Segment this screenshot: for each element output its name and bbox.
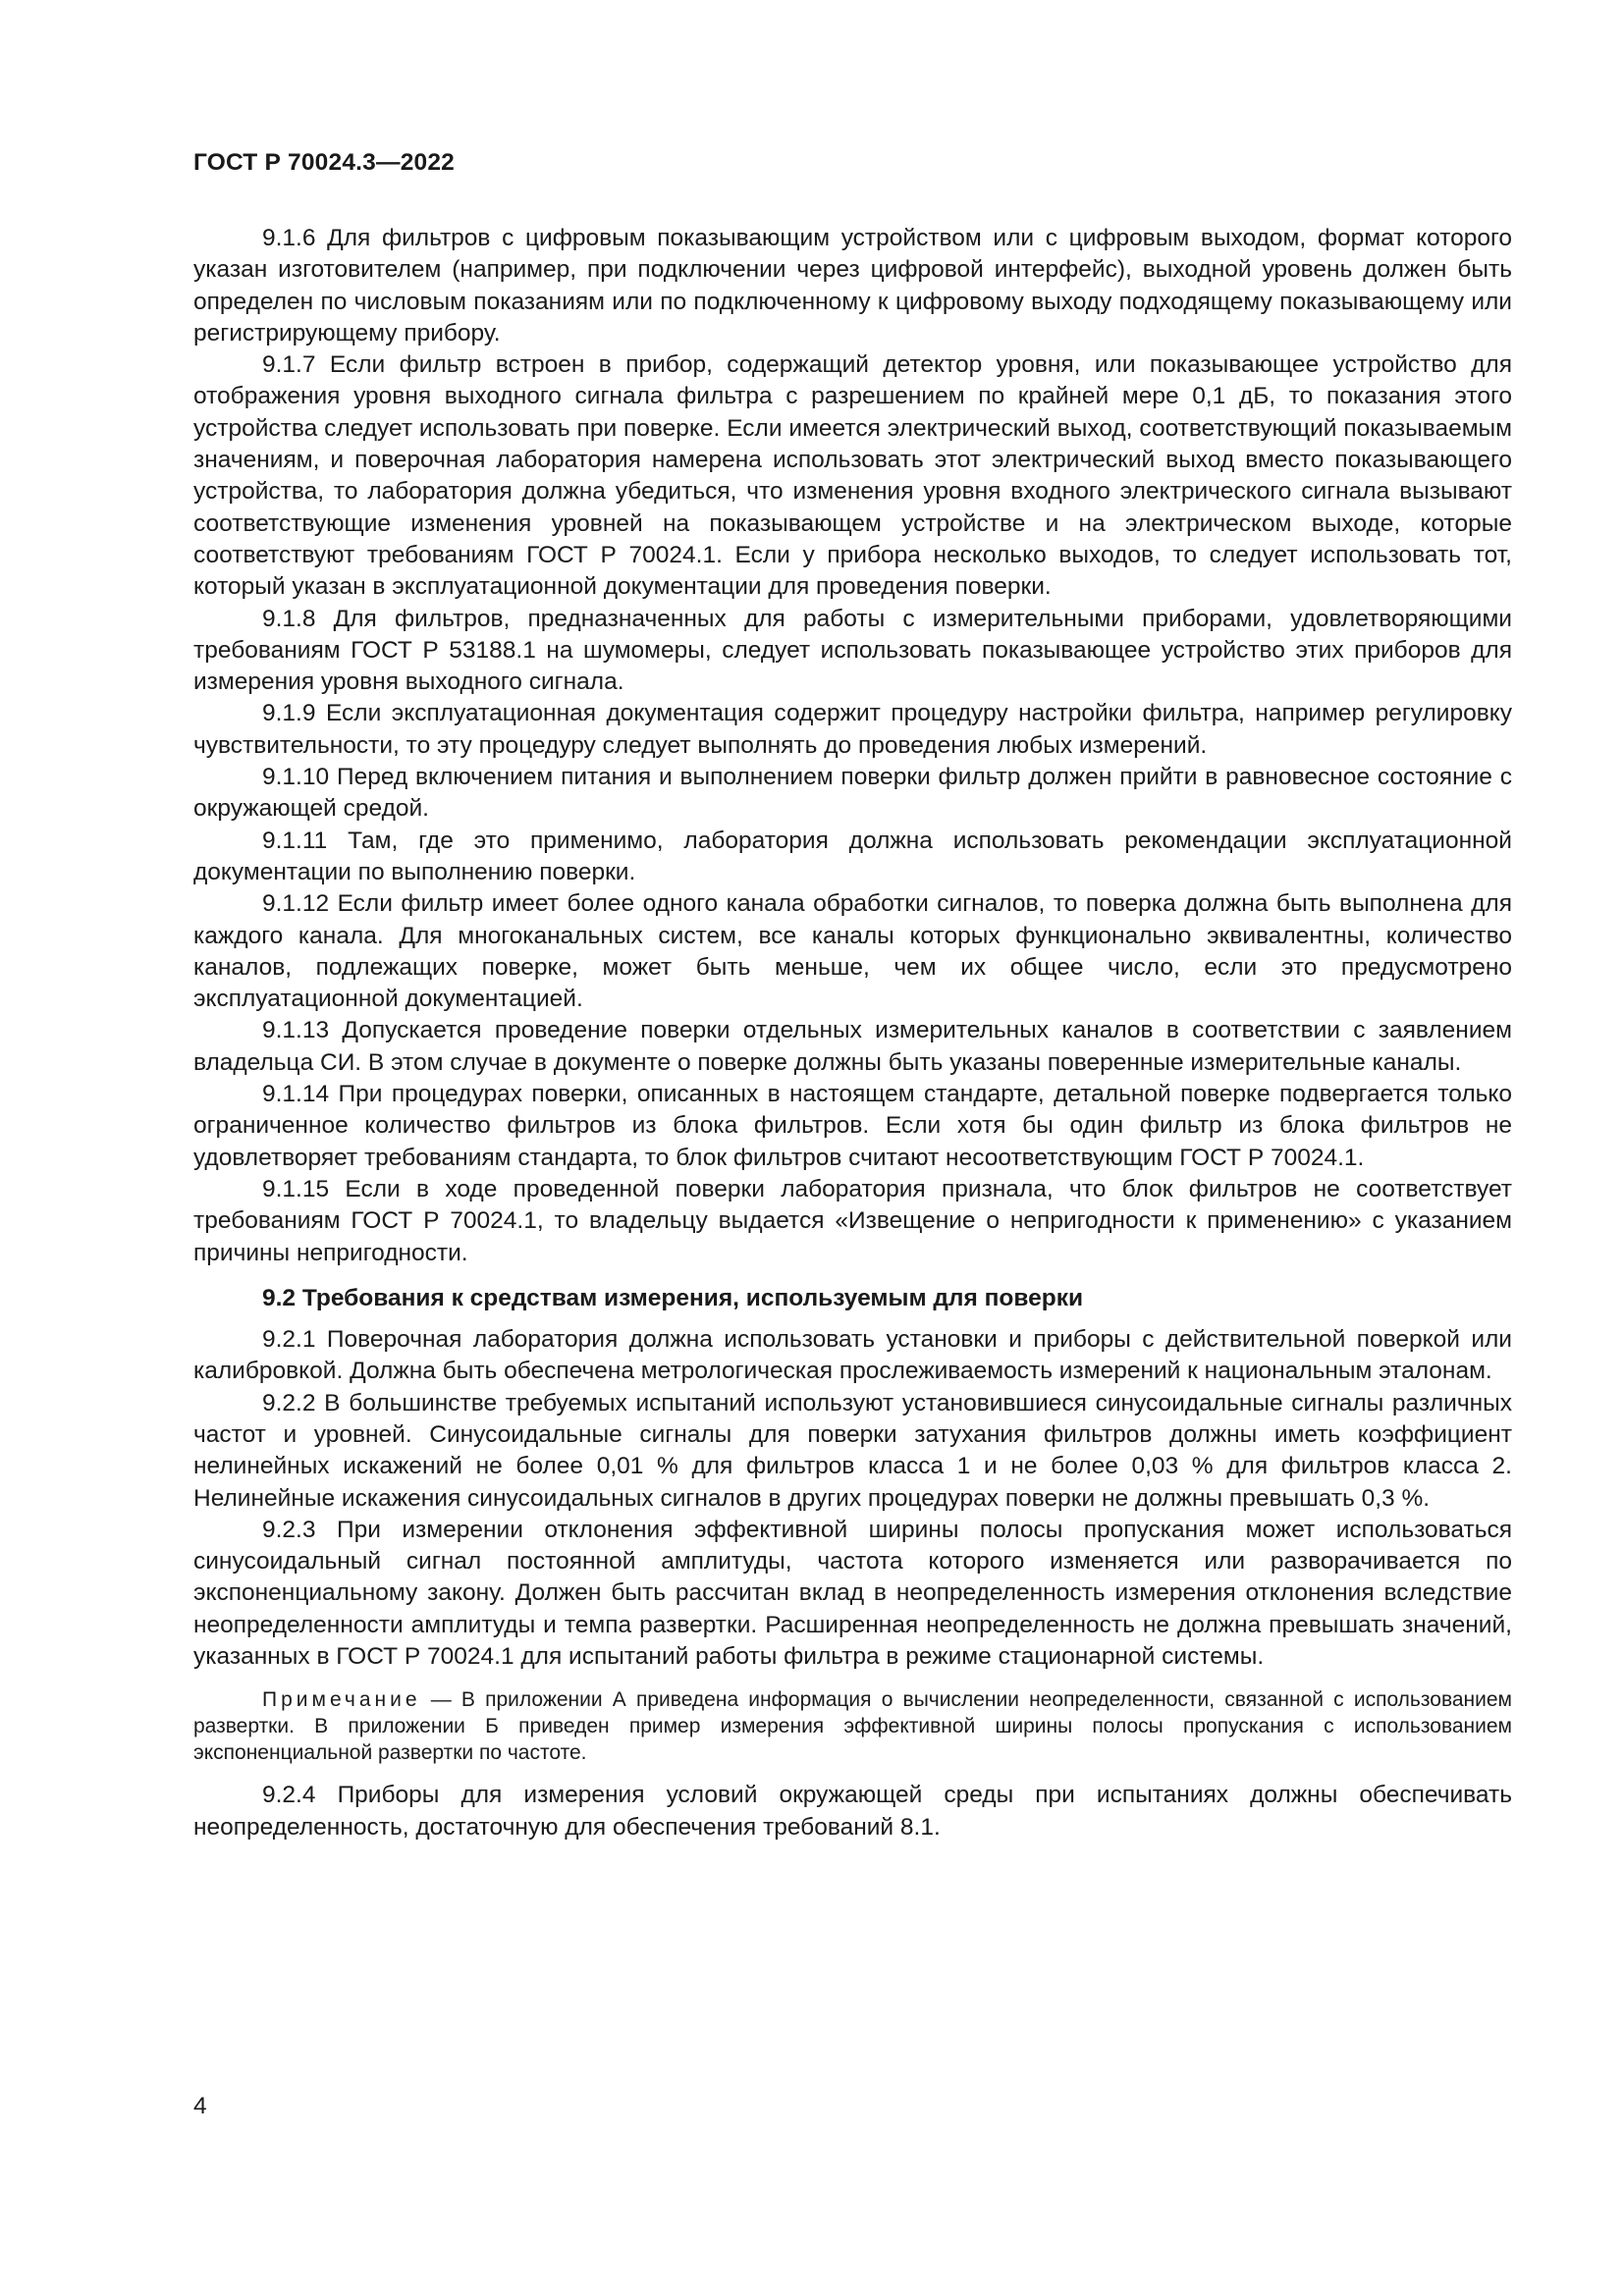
section-heading-9-2: 9.2 Требования к средствам измерения, используемым для поверки [262, 1284, 1084, 1311]
paragraph-9-1-10: 9.1.10 Перед включением питания и выполнением поверки фильтр должен прийти в равновесное состояние с окружающей средой. [193, 764, 1512, 823]
paragraph-9-1-11: 9.1.11 Там, где это применимо, лаборатория должна использовать рекомендации эксплуатационной документации по выполнению поверки. [193, 827, 1512, 885]
note-text: — В приложении А приведена информация о вычислении неопределенности, связанной с использованием развертки. В приложении Б приведен пример измерения эффективной ширины полосы пропускания с использованием экспоненциальной развертки по частоте. [193, 1688, 1512, 1765]
note-block [193, 1686, 1512, 1766]
paragraph-9-1-15: 9.1.15 Если в ходе проведенной поверки лаборатория признала, что блок фильтров не соответствует требованиям ГОСТ Р 70024.1, то владельцу выдается «Извещение о непригодности к применению» с указанием причины непригодности. [193, 1175, 1512, 1266]
document-header: ГОСТ Р 70024.3—2022 [193, 149, 455, 176]
paragraph-9-1-6: 9.1.6 Для фильтров с цифровым показывающим устройством или с цифровым выходом, формат которого указан изготовителем (например, при подключении через цифровой интерфейс), выходной уровень должен быть определен по числовым показаниям или по подключенному к цифровому выходу подходящему показывающему или регистрирующему прибору. [193, 225, 1512, 347]
paragraph-9-2-3: 9.2.3 При измерении отклонения эффективной ширины полосы пропускания может использоваться синусоидальный сигнал постоянной амплитуды, частота которого изменяется или разворачивается по экспоненциальному закону. Должен быть рассчитан вклад в неопределенность измерения отклонения вследствие неопределенности амплитуды и темпа развертки. Расширенная неопределенность не должна превышать значений, указанных в ГОСТ Р 70024.1 для испытаний работы фильтра в режиме стационарной системы. [193, 1516, 1512, 1671]
document-body [193, 223, 1512, 1843]
paragraph-9-2-2: 9.2.2 В большинстве требуемых испытаний используют установившиеся синусоидальные сигналы различных частот и уровней. Синусоидальные сигналы для поверки затухания фильтров должны иметь коэффициент нелинейных искажений не более 0,01 % для фильтров класса 1 и не более 0,03 % для фильтров класса 2. Нелинейные искажения синусоидальных сигналов в других процедурах поверки не должны превышать 0,3 %. [193, 1389, 1512, 1512]
paragraph-9-1-12: 9.1.12 Если фильтр имеет более одного канала обработки сигналов, то поверка должна быть выполнена для каждого канала. Для многоканальных систем, все каналы которых функционально эквивалентны, количество каналов, подлежащих поверке, может быть меньше, чем их общее число, если это предусмотрено эксплуатационной документацией. [193, 890, 1512, 1013]
paragraph-9-2-4: 9.2.4 Приборы для измерения условий окружающей среды при испытаниях должны обеспечивать неопределенность, достаточную для обеспечения требований 8.1. [193, 1782, 1512, 1841]
paragraph-9-1-9: 9.1.9 Если эксплуатационная документация содержит процедуру настройки фильтра, например регулировку чувствительности, то эту процедуру следует выполнять до проведения любых измерений. [193, 700, 1512, 759]
page-number: 4 [193, 2093, 207, 2119]
paragraph-9-2-1: 9.2.1 Поверочная лаборатория должна использовать установки и приборы с действительной поверкой или калибровкой. Должна быть обеспечена метрологическая прослеживаемость измерений к национальным эталонам. [193, 1326, 1512, 1385]
paragraph-9-1-7: 9.1.7 Если фильтр встроен в прибор, содержащий детектор уровня, или показывающее устройство для отображения уровня выходного сигнала фильтра с разрешением по крайней мере 0,1 дБ, то показания этого устройства следует использовать при поверке. Если имеется электрический выход, соответствующий показываемым значениям, и поверочная лаборатория намерена использовать этот электрический выход вместо показывающего устройства, то лаборатория должна убедиться, что изменения уровня входного электрического сигнала вызывают соответствующие изменения уровней на показывающем устройстве и на электрическом выходе, которые соответствуют требованиям ГОСТ Р 70024.1. Если у прибора несколько выходов, то следует использовать тот, который указан в эксплуатационной документации для проведения поверки. [193, 351, 1512, 601]
note-label: Примечание [262, 1688, 421, 1712]
paragraph-9-1-13: 9.1.13 Допускается проведение поверки отдельных измерительных каналов в соответствии с заявлением владельца СИ. В этом случае в документе о поверке должны быть указаны поверенные измерительные каналы. [193, 1017, 1512, 1076]
paragraph-9-1-14: 9.1.14 При процедурах поверки, описанных в настоящем стандарте, детальной поверке подвергается только ограниченное количество фильтров из блока фильтров. Если хотя бы один фильтр из блока фильтров не удовлетворяет требованиям стандарта, то блок фильтров считают несоответствующим ГОСТ Р 70024.1. [193, 1081, 1512, 1171]
paragraph-9-1-8: 9.1.8 Для фильтров, предназначенных для работы с измерительными приборами, удовлетворяющими требованиям ГОСТ Р 53188.1 на шумомеры, следует использовать показывающее устройство этих приборов для измерения уровня выходного сигнала. [193, 605, 1512, 696]
